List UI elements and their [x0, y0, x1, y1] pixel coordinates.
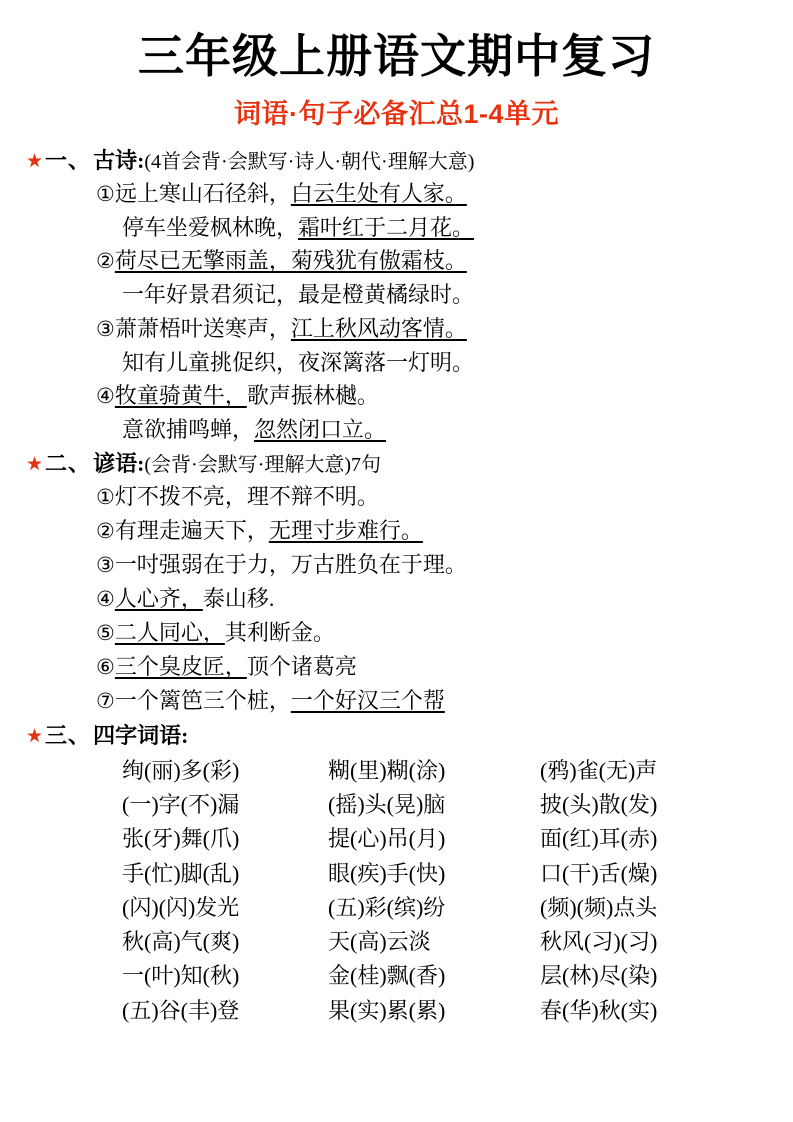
word-cell: 一(叶)知(秋) — [122, 963, 240, 989]
line-text-underlined: 牧童骑黄牛， — [114, 383, 247, 409]
line-text-underlined: 白云生处有人家。 — [290, 181, 467, 206]
line-marker: ③ — [96, 553, 115, 578]
line-text: 停车坐爱枫林晚， — [122, 214, 299, 240]
word-cell: (五)谷(丰)登 — [122, 997, 240, 1023]
line-text: 萧萧梧叶送寒声， — [114, 315, 291, 341]
line-marker: ④ — [96, 384, 115, 409]
line-marker: ③ — [96, 316, 115, 341]
line-marker: ⑥ — [96, 654, 115, 679]
line-text: 一年好景君须记，最是橙黄橘绿时。 — [122, 282, 475, 308]
line-text: 远上寒山石径斜， — [114, 181, 291, 206]
word-cell: 秋(高)气(爽) — [122, 929, 240, 955]
line-text: 顶个诸葛亮 — [246, 653, 357, 679]
line-text: 灯不拨不亮，理不辩不明。 — [114, 484, 379, 510]
line-text: 意欲捕鸣蝉， — [122, 416, 255, 442]
star-icon: ★ — [26, 454, 44, 476]
word-cell: 绚(丽)多(彩) — [122, 757, 240, 783]
line-marker: ④ — [96, 587, 115, 612]
word-row — [122, 857, 767, 891]
word-grid — [26, 754, 767, 1029]
section-title: 四字词语: — [93, 722, 189, 748]
word-cell: 春(华)秋(实) — [540, 997, 658, 1023]
word-cell: 金(桂)飘(香) — [328, 963, 446, 989]
line-text: 一个篱笆三个桩， — [114, 687, 291, 713]
poem-line — [96, 346, 767, 379]
poem-line — [96, 177, 767, 211]
page-subtitle: 词语·句子必备汇总1-4单元 — [233, 99, 559, 129]
word-row — [122, 754, 767, 788]
word-cell: (一)字(不)漏 — [122, 791, 240, 817]
word-cell: 眼(疾)手(快) — [328, 860, 446, 886]
word-cell: 张(牙)舞(爪) — [122, 826, 240, 852]
line-text: 知有儿童挑促织，夜深篱落一灯明。 — [122, 349, 475, 375]
word-cell: 面(红)耳(赤) — [540, 826, 658, 852]
star-icon: ★ — [26, 151, 44, 172]
line-text: 歌声振林樾。 — [246, 383, 379, 409]
poem-line — [96, 278, 767, 311]
word-cell: 天(高)云淡 — [328, 929, 431, 955]
word-cell: 秋风(习)(习) — [540, 929, 658, 955]
line-marker: ⑦ — [96, 688, 115, 713]
proverb-line — [96, 582, 767, 616]
line-text-underlined: 无理寸步难行。 — [268, 518, 423, 544]
line-text-underlined: 荷尽已无擎雨盖，菊残犹有傲霜枝。 — [114, 248, 467, 274]
poem-line — [96, 379, 767, 413]
word-cell: (频)(频)点头 — [540, 894, 658, 920]
section-gushi — [26, 145, 767, 446]
word-cell: (摇)头(晃)脑 — [328, 791, 446, 817]
word-cell: (鸦)雀(无)声 — [540, 757, 658, 783]
line-text-underlined: 三个臭皮匠， — [114, 653, 247, 679]
line-text-underlined: 忽然闭口立。 — [254, 416, 387, 442]
word-cell: (闪)(闪)发光 — [122, 894, 240, 920]
word-cell: 手(忙)脚(乱) — [122, 860, 240, 886]
word-cell: 披(头)散(发) — [540, 791, 658, 817]
section-title: 古诗: — [93, 148, 145, 173]
word-row — [122, 891, 767, 925]
page-title: 三年级上册语文期中复习 — [138, 30, 655, 82]
line-text: 泰山移. — [202, 586, 275, 612]
line-marker: ⑤ — [96, 621, 115, 645]
proverb-line — [96, 650, 767, 684]
line-marker: ② — [96, 519, 115, 544]
word-row — [122, 822, 767, 856]
star-icon: ★ — [26, 725, 44, 747]
line-text-underlined: 二人同心， — [114, 620, 225, 645]
word-row — [122, 788, 767, 822]
word-cell: (五)彩(缤)纷 — [328, 894, 446, 920]
section-note: (会背·会默写·理解大意)7句 — [144, 454, 382, 477]
section-four-char-words — [26, 720, 767, 1028]
section-note: (4首会背·会默写·诗人·朝代·理解大意) — [144, 151, 475, 173]
line-marker: ① — [96, 485, 115, 510]
proverb-line — [96, 480, 767, 514]
word-row — [122, 925, 767, 959]
section-title: 谚语: — [93, 451, 145, 477]
line-text: 有理走遍天下， — [114, 518, 269, 544]
line-text-underlined: 人心齐， — [114, 586, 203, 612]
poem-line — [96, 413, 767, 446]
section-heading — [26, 448, 767, 480]
proverb-lines — [26, 480, 767, 717]
section-number: 三、 — [45, 722, 92, 748]
section-number: 一、 — [45, 148, 92, 173]
word-row — [122, 994, 767, 1028]
word-cell: 糊(里)糊(涂) — [328, 757, 446, 783]
word-cell: 提(心)吊(月) — [328, 826, 446, 852]
proverb-line — [96, 514, 767, 548]
section-heading — [26, 145, 767, 177]
line-text-underlined: 一个好汉三个帮 — [290, 687, 445, 713]
proverb-line — [96, 616, 767, 650]
line-text-underlined: 江上秋风动客情。 — [290, 315, 467, 341]
word-cell: 口(干)舌(燥) — [540, 860, 658, 886]
word-cell: 果(实)累(累) — [328, 997, 446, 1023]
line-text: 其利断金。 — [224, 620, 335, 645]
poem-line — [96, 312, 767, 346]
poem-lines — [26, 177, 767, 446]
line-text: 一吋强弱在于力，万古胜负在于理。 — [114, 552, 467, 578]
section-number: 二、 — [45, 451, 92, 477]
line-marker: ② — [96, 249, 115, 274]
word-row — [122, 959, 767, 993]
line-marker: ① — [96, 182, 115, 206]
word-cell: 层(林)尽(染) — [540, 963, 658, 989]
section-heading — [26, 720, 767, 752]
proverb-line — [96, 548, 767, 582]
poem-line — [96, 244, 767, 278]
line-text-underlined: 霜叶红于二月花。 — [298, 214, 475, 240]
section-yanyu — [26, 448, 767, 717]
poem-line — [96, 211, 767, 244]
proverb-line — [96, 684, 767, 718]
